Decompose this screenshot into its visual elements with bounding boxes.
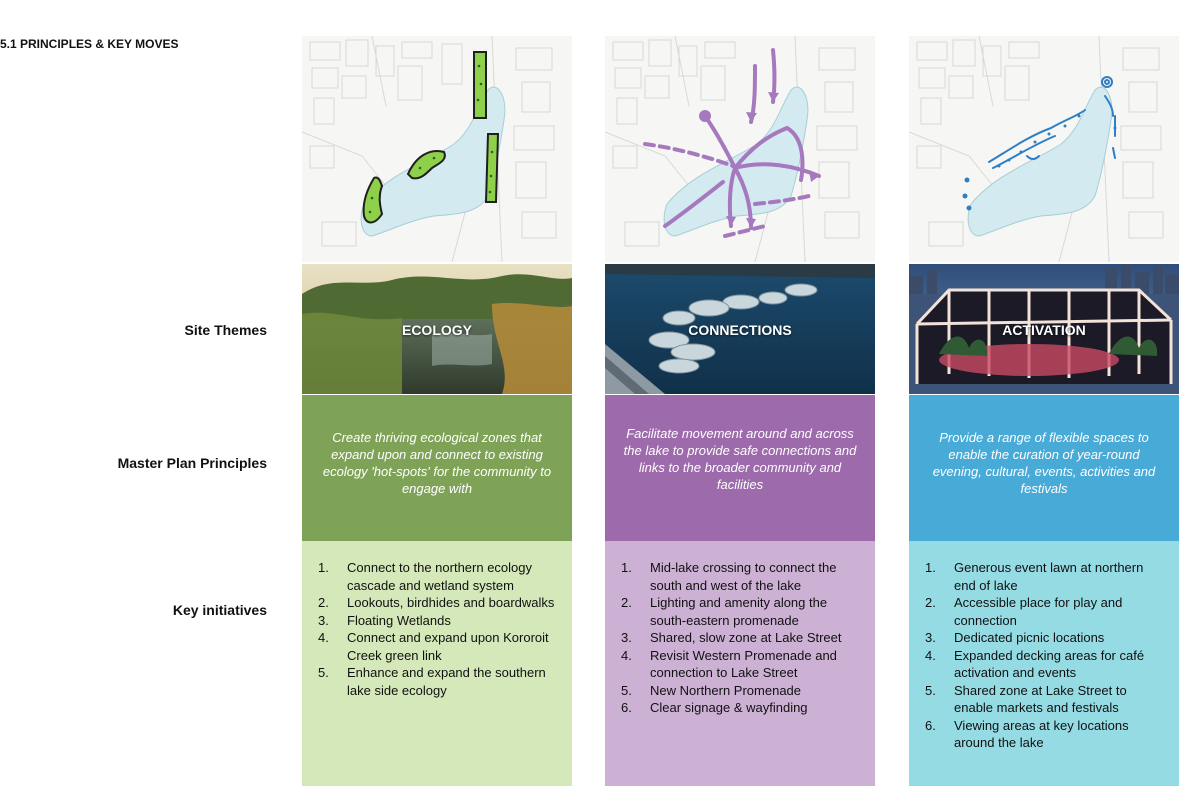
item-text: Enhance and expand the southern lake side ecology — [347, 665, 546, 698]
item-number: 4. — [925, 647, 936, 663]
theme-title-activation: ACTIVATION — [1002, 322, 1086, 338]
list-item — [621, 629, 863, 647]
activation-photo — [909, 264, 1179, 394]
list-item — [318, 594, 560, 612]
list-item — [925, 629, 1167, 647]
list-item — [621, 699, 863, 717]
activation-map — [909, 36, 1179, 262]
item-text: New Northern Promenade — [650, 682, 802, 698]
list-item — [318, 664, 560, 699]
item-text: Lookouts, birdhides and boardwalks — [347, 595, 555, 610]
item-number: 5. — [925, 682, 936, 698]
list-item — [318, 629, 560, 664]
item-number: 5. — [318, 665, 329, 680]
item-number: 2. — [318, 595, 329, 610]
item-number: 6. — [621, 700, 632, 715]
item-number: 3. — [925, 630, 936, 645]
item-text: Expanded decking areas for café activation and events — [954, 647, 1145, 680]
ecology-photo — [302, 264, 572, 394]
item-text: Clear signage & wayfinding — [650, 700, 808, 715]
item-text: Dedicated picnic locations — [954, 630, 1105, 645]
item-text: Lighting and amenity along the south-eastern promenade — [650, 595, 828, 628]
item-number: 3. — [621, 630, 632, 645]
connections-map — [605, 36, 875, 262]
principle-ecology: Create thriving ecological zones that expand upon and connect to existing ecology 'hot-spots' for the community to engage with — [302, 395, 572, 541]
item-text: Shared, slow zone at Lake Street — [650, 630, 842, 645]
list-item — [925, 682, 1167, 717]
item-number: 2. — [621, 595, 632, 610]
connections-photo — [605, 264, 875, 394]
list-item — [621, 647, 863, 682]
list-item — [925, 559, 1167, 594]
item-text: Floating Wetlands — [347, 612, 451, 628]
theme-title-ecology: ECOLOGY — [401, 322, 472, 338]
item-number: 2. — [925, 595, 936, 610]
list-item — [925, 647, 1167, 682]
list-item — [621, 559, 863, 594]
item-number: 4. — [318, 630, 329, 645]
ecology-map — [302, 36, 572, 262]
list-item — [925, 717, 1167, 752]
list-item — [925, 594, 1167, 629]
item-text: Connect to the northern ecology cascade and wetland system — [347, 560, 533, 593]
list-item — [621, 682, 863, 700]
item-number: 1. — [318, 560, 329, 575]
row-label-key-initiatives: Key initiatives — [172, 602, 267, 618]
item-number: 4. — [621, 647, 632, 663]
initiatives-ecology — [302, 541, 572, 786]
item-number: 3. — [318, 612, 329, 628]
list-item — [621, 594, 863, 629]
item-text: Accessible place for play and connection — [954, 595, 1123, 628]
item-text: Revisit Western Promenade and connection to Lake Street — [650, 647, 837, 680]
initiatives-connections — [605, 541, 875, 786]
list-item — [318, 559, 560, 594]
principle-activation: Provide a range of flexible spaces to enable the curation of year-round evening, cultural, events, activities and festivals — [909, 395, 1179, 541]
item-text: Shared zone at Lake Street to enable markets and festivals — [954, 682, 1127, 715]
row-label-master-plan-principles: Master Plan Principles — [117, 455, 267, 471]
initiatives-activation — [909, 541, 1179, 786]
page-title: 5.1 PRINCIPLES & KEY MOVES — [0, 37, 179, 51]
item-text: Connect and expand upon Kororoit Creek green link — [347, 630, 549, 663]
list-item — [318, 612, 560, 630]
item-text: Generous event lawn at northern end of lake — [954, 560, 1144, 593]
item-number: 1. — [621, 560, 632, 575]
principle-connections: Facilitate movement around and across the lake to provide safe connections and links to the broader community and facilities — [605, 395, 875, 541]
item-number: 5. — [621, 682, 632, 698]
item-number: 1. — [925, 560, 936, 575]
row-label-site-themes: Site Themes — [184, 322, 267, 338]
item-number: 6. — [925, 717, 936, 733]
item-text: Viewing areas at key locations around the lake — [954, 717, 1129, 750]
item-text: Mid-lake crossing to connect the south and west of the lake — [650, 560, 837, 593]
theme-title-connections: CONNECTIONS — [688, 322, 792, 338]
